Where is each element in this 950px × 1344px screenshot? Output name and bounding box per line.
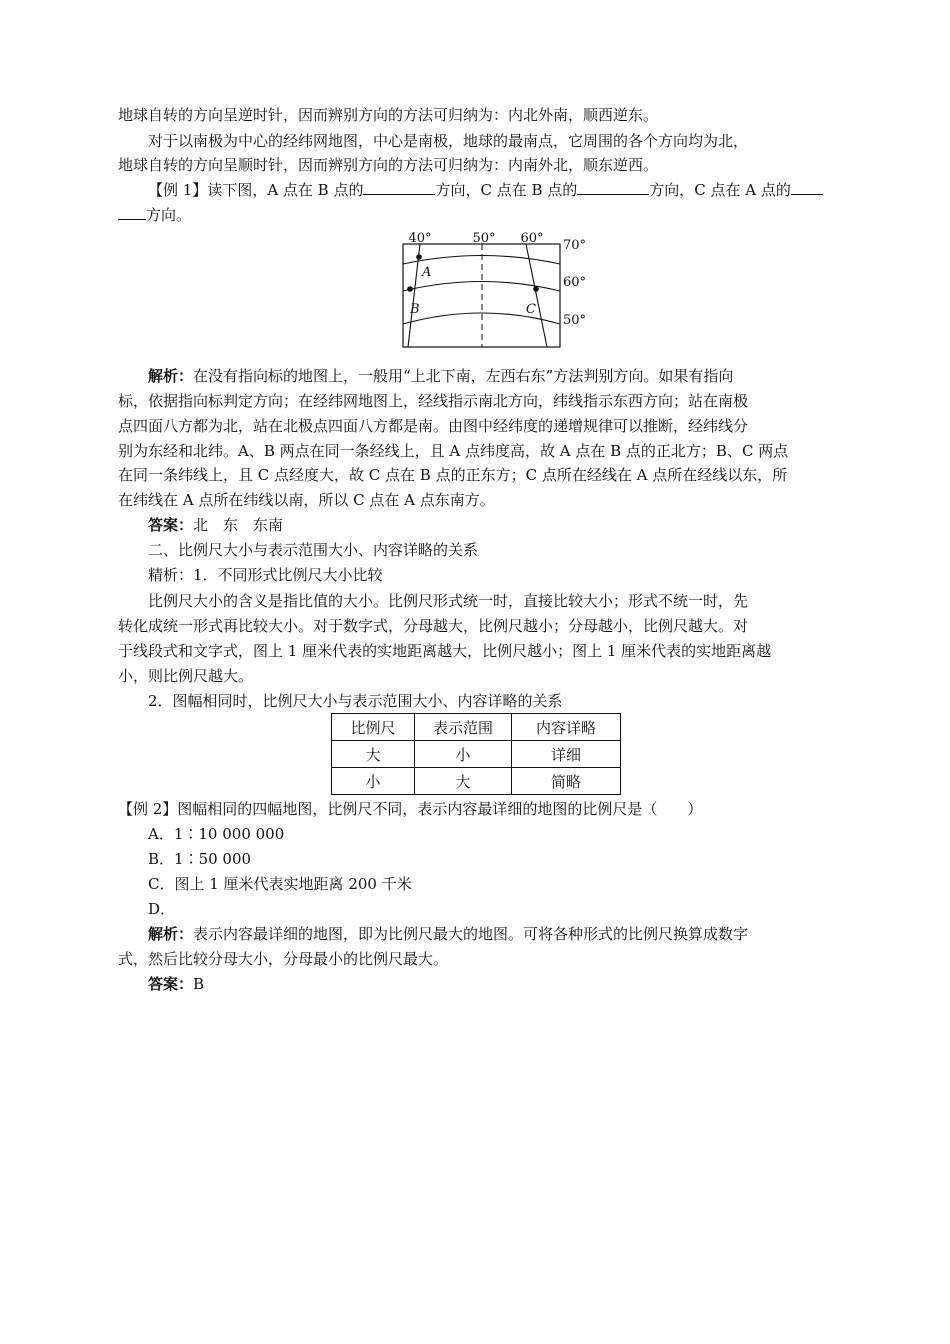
answer-label: 答案： bbox=[148, 975, 194, 993]
point-b-marker bbox=[407, 286, 413, 292]
point-label-a: A bbox=[422, 265, 432, 280]
analysis-label: 解析： bbox=[148, 367, 194, 385]
paragraph-line: 地球自转的方向呈逆时针，因而辨别方向的方法可归纳为：内北外南，顺西逆东。 bbox=[118, 106, 659, 124]
table-header-cell: 比例尺 bbox=[332, 714, 415, 741]
option-c: C．图上 1 厘米代表实地距离 200 千米 bbox=[148, 875, 412, 893]
analysis-text: 在没有指向标的地图上，一般用“上北下南，左西右东”方法判别方向。如果有指向 bbox=[193, 367, 734, 385]
lon-label: 40° bbox=[408, 231, 432, 246]
answer-text: 北 东 东南 bbox=[193, 516, 284, 534]
answer-line bbox=[148, 513, 283, 537]
answer-blank bbox=[791, 178, 823, 195]
example1-question bbox=[148, 178, 823, 202]
comparison-table bbox=[331, 713, 621, 795]
option-b: B．1∶50 000 bbox=[148, 850, 252, 868]
table-cell: 大 bbox=[415, 768, 512, 795]
table-header-cell: 表示范围 bbox=[415, 714, 512, 741]
answer-line bbox=[148, 972, 204, 996]
analysis-line: 点四面八方都为北，站在北极点四面八方都是南。由图中经纬度的递增规律可以推断，经纬线分 bbox=[118, 417, 749, 435]
point-c-marker bbox=[533, 286, 539, 292]
question-part: 读下图，A 点在 B 点的 bbox=[207, 181, 364, 199]
lon-label: 60° bbox=[520, 231, 544, 246]
analysis-line: 式，然后比较分母大小，分母最小的比例尺最大。 bbox=[118, 950, 449, 968]
body-line: 转化成统一形式再比较大小。对于数字式，分母越大，比例尺越小；分母越小，比例尺越大。对 bbox=[118, 617, 749, 635]
analysis-line: 在同一条纬线上，且 C 点经度大，故 C 点在 B 点的正东方；C 点所在经线在 A 点所在经线以东，所 bbox=[118, 466, 788, 484]
answer-blank bbox=[577, 178, 649, 195]
lon-label: 50° bbox=[472, 231, 496, 246]
analysis-line: 别为东经和北纬。A、B 两点在同一条经线上，且 A 点纬度高，故 A 点在 B 点的正北方；B、C 两点 bbox=[118, 442, 789, 460]
example1-label: 【例 1】 bbox=[148, 181, 208, 199]
question-part: 方向，C 点在 A 点的 bbox=[649, 181, 791, 199]
answer-label: 答案： bbox=[148, 516, 194, 534]
answer-blank bbox=[118, 203, 146, 220]
graticule-figure bbox=[386, 228, 596, 352]
table-cell: 小 bbox=[332, 768, 415, 795]
question-part: 方向。 bbox=[146, 206, 192, 224]
example2-question: 【例 2】图幅相同的四幅地图，比例尺不同，表示内容最详细的地图的比例尺是（ ） bbox=[118, 800, 703, 818]
table-cell: 小 bbox=[415, 741, 512, 768]
point-a-marker bbox=[416, 254, 422, 260]
table-cell: 大 bbox=[332, 741, 415, 768]
table-cell: 详细 bbox=[512, 741, 621, 768]
option-a: A．1∶10 000 000 bbox=[148, 825, 285, 843]
analysis-line: 在纬线在 A 点所在纬线以南，所以 C 点在 A 点东南方。 bbox=[118, 491, 495, 509]
analysis-line: 标，依据指向标判定方向；在经纬网地图上，经线指示南北方向，纬线指示东西方向；站在南极 bbox=[118, 392, 749, 410]
lat-label: 70° bbox=[563, 238, 587, 253]
analysis-label: 解析： bbox=[148, 925, 194, 943]
paragraph-line: 对于以南极为中心的经纬网地图，中心是南极，地球的最南点，它周围的各个方向均为北， bbox=[148, 132, 749, 150]
section-subtitle: 精析：1．不同形式比例尺大小比较 bbox=[148, 566, 383, 584]
table-row bbox=[332, 768, 621, 795]
analysis-line bbox=[148, 922, 748, 946]
point-label-c: C bbox=[526, 302, 536, 317]
question-part: 方向，C 点在 B 点的 bbox=[435, 181, 578, 199]
body-line: 于线段式和文字式，图上 1 厘米代表的实地距离越大，比例尺越小；图上 1 厘米代表的实地距离越 bbox=[118, 642, 772, 660]
lat-label: 50° bbox=[563, 313, 587, 328]
example1-question-cont bbox=[118, 203, 191, 227]
section-title: 二、比例尺大小与表示范围大小、内容详略的关系 bbox=[148, 541, 479, 559]
table-header-cell: 内容详略 bbox=[512, 714, 621, 741]
option-d: D． bbox=[148, 900, 176, 918]
body-line: 小，则比例尺越大。 bbox=[118, 667, 254, 685]
answer-text: B bbox=[193, 975, 205, 993]
table-header-row bbox=[332, 714, 621, 741]
analysis-line bbox=[148, 364, 733, 388]
paragraph-line: 地球自转的方向呈顺时针，因而辨别方向的方法可归纳为：内南外北，顺东逆西。 bbox=[118, 156, 659, 174]
point-label-b: B bbox=[410, 302, 420, 317]
lat-label: 60° bbox=[563, 275, 587, 290]
table-cell: 简略 bbox=[512, 768, 621, 795]
answer-blank bbox=[363, 178, 435, 195]
table-row bbox=[332, 741, 621, 768]
body-line: 比例尺大小的含义是指比值的大小。比例尺形式统一时，直接比较大小；形式不统一时，先 bbox=[148, 592, 749, 610]
analysis-text: 表示内容最详细的地图，即为比例尺最大的地图。可将各种形式的比例尺换算成数字 bbox=[193, 925, 749, 943]
section-subtitle: 2．图幅相同时，比例尺大小与表示范围大小、内容详略的关系 bbox=[148, 692, 563, 710]
